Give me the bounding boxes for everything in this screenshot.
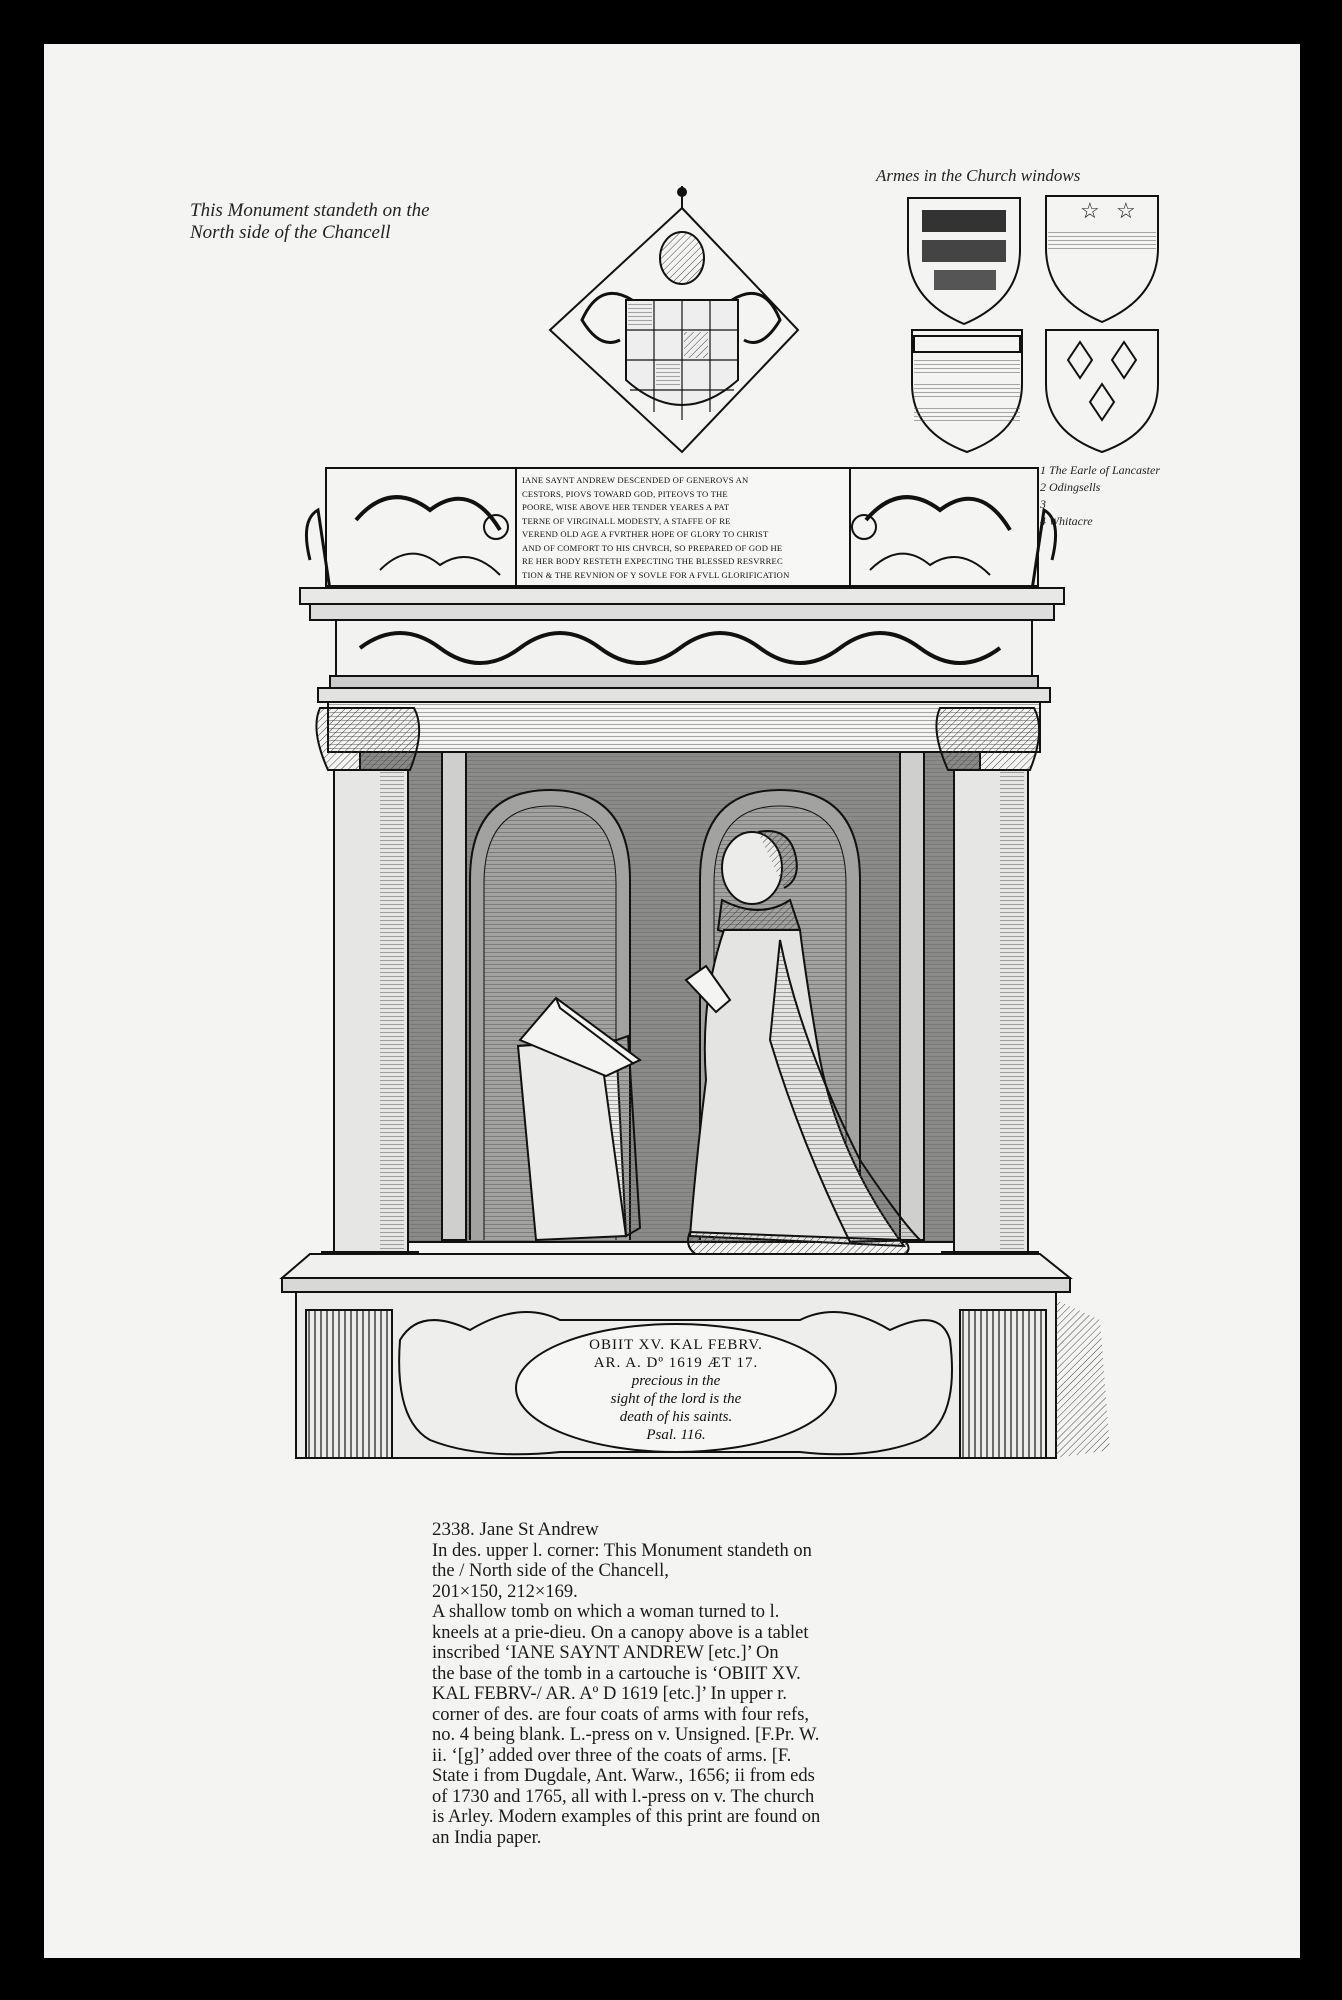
- tablet-line: POORE, WISE ABOVE HER TENDER YEARES A PAT: [522, 502, 730, 512]
- cartouche-line: precious in the: [631, 1373, 721, 1389]
- cartouche-line: death of his saints.: [619, 1409, 733, 1425]
- arms-legend-item: 4 Whitacre: [1040, 514, 1093, 528]
- caption-line: is Arley. Modern examples of this print are found on: [432, 1807, 821, 1827]
- caption-line: ii. ‘[g]’ added over three of the coats of arms. [F.: [432, 1745, 792, 1766]
- tablet-line: AND OF COMFORT TO HIS CHVRCH, SO PREPARED OF GOD HE: [522, 542, 783, 553]
- monument-location-note: [190, 200, 430, 244]
- tablet-line: CESTORS, PIOVS TOWARD GOD, PITEOVS TO THE: [522, 488, 728, 499]
- cartouche-line: AR. A. Dº 1619 ÆT 17.: [593, 1355, 759, 1371]
- caption-line: KAL FEBRV-/ AR. Aº D 1619 [etc.]’ In upper r.: [432, 1684, 788, 1704]
- tablet-line: TERNE OF VIRGINALL MODESTY, A STAFFE OF RE: [522, 515, 731, 526]
- caption-line: kneels at a prie-dieu. On a canopy above is a tablet: [432, 1622, 809, 1643]
- catalogue-caption: [432, 1520, 992, 1848]
- caption-line: an India paper.: [432, 1827, 542, 1848]
- caption-line: the / North side of the Chancell,: [432, 1561, 669, 1581]
- tablet-line: VEREND OLD AGE A FVRTHER HOPE OF GLORY TO CHRIST: [522, 529, 769, 539]
- arms-legend: [1040, 462, 1160, 530]
- tablet-line: TION & THE REVNION OF Y SOVLE FOR A FVLL GLORIFICATION: [522, 569, 790, 580]
- caption-title: 2338. Jane St Andrew: [432, 1519, 599, 1540]
- caption-line: In des. upper l. corner: This Monument standeth on: [432, 1540, 812, 1561]
- caption-line: corner of des. are four coats of arms with four refs,: [432, 1704, 810, 1725]
- cartouche-line: Psal. 116.: [646, 1427, 706, 1443]
- cartouche-line: OBIIT XV. KAL FEBRV.: [589, 1337, 763, 1353]
- window-arms-shields: [908, 196, 1158, 452]
- arms-title: Armes in the Church windows: [876, 166, 1081, 185]
- caption-line: 201×150, 212×169.: [432, 1581, 578, 1602]
- caption-line: of 1730 and 1765, all with l.-press on v. The church: [432, 1786, 815, 1807]
- hatchment-arms: [550, 186, 798, 452]
- caption-line: State i from Dugdale, Ant. Warw., 1656; ii from eds: [432, 1766, 815, 1786]
- note-line-1: This Monument standeth on the: [190, 200, 430, 221]
- arms-legend-item: 2 Odingsells: [1040, 480, 1101, 494]
- cartouche-inscription: [524, 1336, 828, 1444]
- arms-legend-item: 1 The Earle of Lancaster: [1040, 463, 1160, 477]
- cartouche-line: sight of the lord is the: [610, 1391, 742, 1407]
- tablet-line: IANE SAYNT ANDREW DESCENDED OF GENEROVS AN: [522, 475, 749, 485]
- tablet-inscription: [522, 474, 846, 582]
- caption-line: inscribed ‘IANE SAYNT ANDREW [etc.]’ On: [432, 1643, 779, 1663]
- svg-text:☆: ☆: [1116, 198, 1136, 223]
- caption-line: no. 4 being blank. L.-press on v. Unsigned. [F.Pr. W.: [432, 1725, 820, 1745]
- tomb-niche: [360, 752, 980, 1242]
- note-line-2: North side of the Chancell: [190, 222, 391, 243]
- arms-legend-item: 3: [1040, 497, 1046, 511]
- svg-text:☆: ☆: [1080, 198, 1100, 223]
- caption-line: A shallow tomb on which a woman turned to l.: [432, 1602, 780, 1622]
- caption-line: the base of the tomb in a cartouche is ‘OBIIT XV.: [432, 1663, 801, 1684]
- tablet-line: RE HER BODY RESTETH EXPECTING THE BLESSED RESVRREC: [522, 556, 783, 566]
